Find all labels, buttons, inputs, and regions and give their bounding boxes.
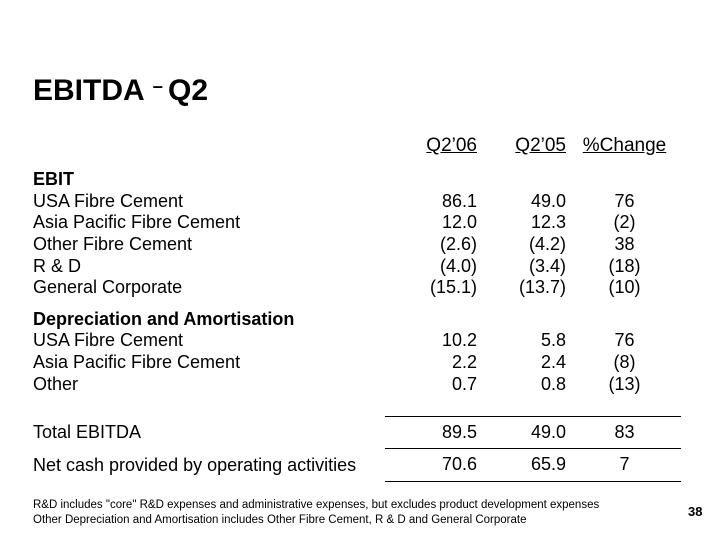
column-header-q206: Q2’06 [426,135,477,156]
value-q205: (4.2) [528,234,566,255]
row-label: USA Fibre Cement [33,330,184,351]
value-change: 83 [614,421,635,442]
value-change: 76 [614,190,635,211]
value-q206: 0.7 [451,373,477,394]
footnotes [33,498,653,527]
value-q205: 49.0 [530,421,566,442]
table-row [33,277,681,299]
footnote-line-2: Other Depreciation and Amortisation includes Other Fibre Cement, R & D and General Corporate [33,513,527,526]
slide-title [33,74,208,111]
value-q206: 89.5 [441,421,477,442]
row-label: Total EBITDA [33,421,142,442]
row-label: Other [33,373,79,394]
row-label: USA Fibre Cement [33,190,184,211]
value-q206: 2.2 [451,352,477,372]
value-change: (18) [608,255,641,276]
total-ebitda-row [33,416,681,449]
title-prefix: EBITDA [33,74,145,107]
table-row [33,212,681,234]
value-q205: 49.0 [530,190,566,211]
value-q206: 12.0 [441,212,477,233]
title-dash: – [152,74,164,96]
value-q205: (3.4) [528,255,566,276]
section-header-label: Depreciation and Amortisation [33,308,295,329]
value-q206: (2.6) [439,234,477,255]
row-label: Asia Pacific Fibre Cement [33,212,241,233]
value-q206: 10.2 [441,330,477,351]
value-change: (10) [608,277,641,298]
table-row [33,234,681,256]
value-q206: 70.6 [441,454,477,475]
value-q205: 12.3 [530,212,566,233]
column-header-q206-cell [385,135,480,157]
value-change: (2) [613,212,636,233]
row-label: Net cash provided by operating activities [33,454,357,475]
column-header-q205: Q2’05 [515,135,566,156]
value-q205: 65.9 [530,454,566,475]
table-row [33,352,681,374]
footnote-line-1: R&D includes "core" R&D expenses and administrative expenses, but excludes product development expenses [33,499,600,511]
section-header-row [33,309,681,331]
table-row [33,191,681,213]
row-label: Other Fibre Cement [33,234,193,255]
row-label: Asia Pacific Fibre Cement [33,352,241,372]
value-q205: 2.4 [540,352,566,372]
column-header-change-cell [568,135,681,157]
value-q205: 0.8 [540,373,566,394]
table-row [33,330,681,352]
net-cash-values [385,449,681,482]
section-header-label: EBIT [33,169,75,189]
column-header-q205-cell [480,135,568,157]
financial-table [33,135,681,482]
value-change: 76 [614,330,635,351]
totals-block [33,416,681,482]
value-q206: 86.1 [441,190,477,211]
value-change: (13) [608,373,641,394]
table-header-row [33,135,681,158]
value-change: 38 [614,234,635,255]
value-q206: (15.1) [429,277,477,298]
row-label: General Corporate [33,277,183,298]
value-change: (8) [613,352,636,372]
section-header-row [33,169,681,191]
value-change: 7 [619,454,630,475]
section-depreciation-amortisation [33,309,681,396]
column-header-change: %Change [582,135,667,156]
value-q206: (4.0) [439,255,477,276]
value-q205: (13.7) [518,277,566,298]
page-number: 38 [688,504,703,519]
title-suffix: Q2 [168,74,209,107]
table-row [33,256,681,278]
table-row [33,374,681,396]
net-cash-row [33,449,681,482]
row-label: R & D [33,255,82,276]
value-q205: 5.8 [540,330,566,351]
section-ebit [33,169,681,299]
total-ebitda-values [385,416,681,449]
